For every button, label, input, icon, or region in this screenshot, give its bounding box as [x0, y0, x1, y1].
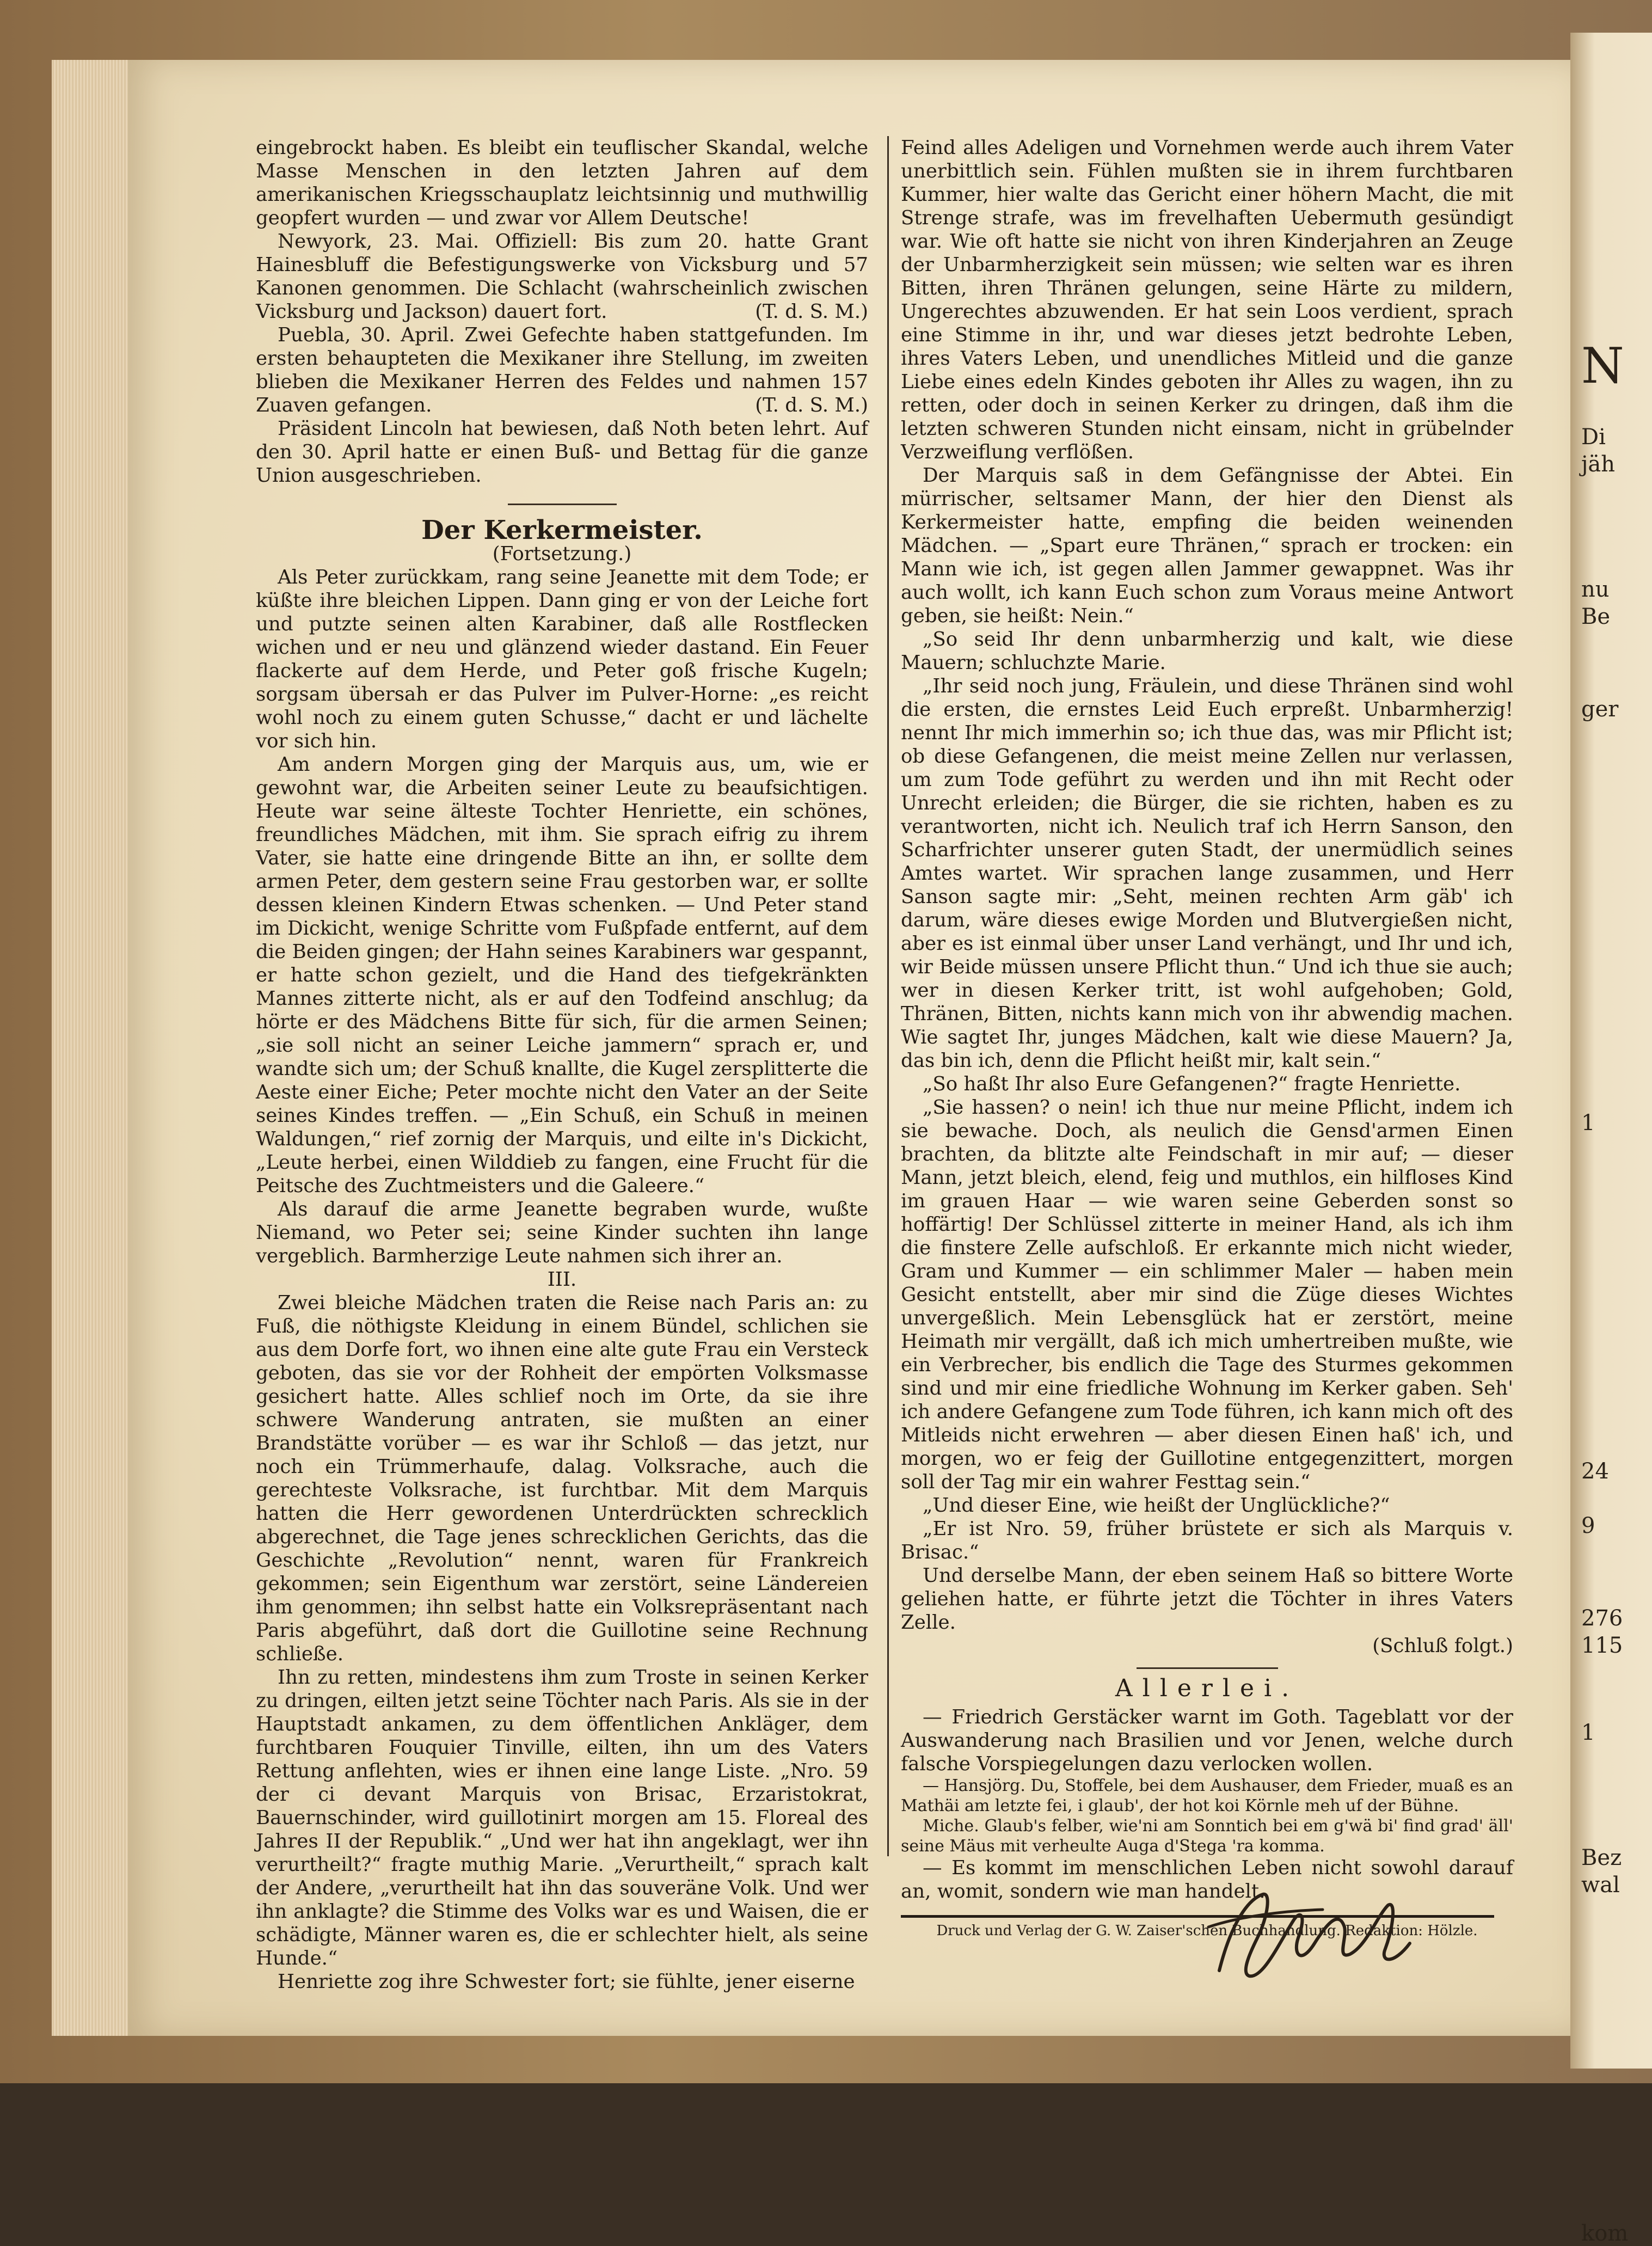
story-paragraph: Ihn zu retten, mindestens ihm zum Troste in seinen Kerker zu dringen, eilten jetzt seine Töchter nach Paris. Als sie in der Hauptstadt ankamen, zu dem öffentlichen Ankläger, dem furchtbaren Fouquier Tinville, eilten, ihn um des Vaters Rettung anflehten, wies er ihnen eine lange Liste. „Nro. 59 der ci devant Marquis von Brisac, Erzaristokrat, Bauernschinder, wird guillotinirt morgen am 15. Floreal des Jahres II der Republik.“ „Und wer hat ihn angeklagt, wer ihn verurtheilt?“ fragte muthig Marie. „Verurtheilt,“ sprach kalt der Andere, „verurtheilt hat ihn das souveräne Volk. Und wer ihn anklagte? die Stimme des Volks war es und Waisen, die er schädigte, Männer waren es, die er schlechter hielt, als seine Hunde.“ [256, 1666, 868, 1969]
news-item: Newyork, 23. Mai. Offiziell: Bis zum 20. hatte Grant Hainesbluff die Befestigungswerke von Vicksburg und 57 Kanonen genommen. Die Schlacht (wahrscheinlich zwischen Vicksburg und Jackson) dauert fort. (T. d. S. M.) [256, 230, 868, 323]
story-paragraph: Feind alles Adeligen und Vornehmen werde auch ihrem Vater unerbittlich sein. Fühlen mußten sie in ihrem furchtbaren Kummer, hier walte das Gericht einer höhern Macht, die mit Strenge strafe, was im frevelhaften Uebermuth gesündigt war. Wie oft hatte sie nicht von ihren Kinderjahren an Zeuge der Unbarmherzigkeit sein müssen; wie selten war es ihren Bitten, ihren Thränen gelungen, seine Härte zu mildern, Ungerechtes abzuwenden. Er hat sein Loos verdient, sprach eine Stimme in ihr, und war dieses jetzt bedrohte Leben, ihres Vaters Leben, und unendliches Mitleid und die ganze Liebe eines edeln Kindes geboten ihr Alles zu wagen, ihn zu retten, oder doch in seinen Kerker zu dringen, daß ihm die letzten schweren Stunden nicht einsam, nicht in grübelnder Verzweiflung verflößen. [901, 137, 1513, 463]
story-paragraph: „Er ist Nro. 59, früher brüstete er sich als Marquis v. Brisac.“ [901, 1518, 1513, 1563]
story-paragraph: Als darauf die arme Jeanette begraben wurde, wußte Niemand, wo Peter sei; seine Kinder suchten ihn lange vergeblich. Barmherzige Leute nahmen sich ihrer an. [256, 1198, 868, 1267]
facing-fragment: kom [1581, 2221, 1629, 2246]
chapter-number: III. [547, 1268, 577, 1291]
continued-note: (Schluß folgt.) [1372, 1635, 1513, 1657]
news-source: (T. d. S. M.) [755, 300, 868, 323]
facing-fragment: Be [1581, 604, 1611, 629]
facing-fragment: wal [1581, 1873, 1620, 1898]
facing-fragment: Di [1581, 425, 1606, 450]
story-paragraph: Zwei bleiche Mädchen traten die Reise nach Paris an: zu Fuß, die nöthigste Kleidung in einem Bündel, schlichen sie aus dem Dorfe fort, wo ihnen eine alte gute Frau ein Versteck geboten, das sie vor der Rohheit der empörten Volksmasse gesichert hatte. Alles schlief noch im Orte, da sie ihre schwere Wanderung antraten, sie mußten an einer Brandstätte vorüber — es war ihr Schloß — das jetzt, nur noch ein Trümmerhaufe, dalag. Volksrache, auch die gerechteste Volksrache, ist furchtbar. Mit dem Marquis hatten die Herr gewordenen Unterdrückten schrecklich abgerechnet, die Tage jenes schrecklichen Gerichts, das die Geschichte „Revolution“ nennt, waren für Frankreich gekommen; sein Eigenthum war zerstört, seine Ländereien ihm genommen; ihn selbst hatte ein Volksrepräsentant nach Paris abgeführt, daß dort die Guillotine seine Rechnung schließe. [256, 1292, 868, 1665]
story-paragraph: Henriette zog ihre Schwester fort; sie fühlte, jener eiserne [278, 1971, 855, 1993]
facing-fragment: 276 [1581, 1606, 1623, 1631]
imprint-line: Druck und Verlag der G. W. Zaiser'schen Buchhandlung. Redaktion: Hölzle. [936, 1923, 1478, 1939]
section-divider [508, 504, 617, 505]
facing-fragment: ger [1581, 697, 1619, 722]
news-item: Präsident Lincoln hat bewiesen, daß Noth beten lehrt. Auf den 30. April hatte er einen Buß- und Bettag für die ganze Union ausgeschrieben. [256, 418, 868, 487]
story-paragraph: „Ihr seid noch jung, Fräulein, und diese Thränen sind wohl die ersten, die ernstes Leid Euch erpreßt. Unbarmherzig! nennt Ihr mich immerhin so; ich thue das, was mir Pflicht ist; ob diese Gefangenen, die meist meine Zellen nur verlassen, um zum Tode geführt zu werden und ihn mit Recht oder Unrecht erleiden; die Bürger, die sie richten, haben es zu verantworten, nicht ich. Neulich traf ich Herrn Sanson, den Scharfrichter unserer guten Stadt, der unermüdlich seines Amtes wartet. Wir sprachen lange zusammen, und Herr Sanson sagte mir: „Seht, meinen rechten Arm gäb' ich darum, wäre dieses ewige Morden und Blutvergießen nicht, aber es ist einmal über unser Land verhängt, und Ihr und ich, wir Beide müssen unsere Pflicht thun.“ Und ich thue sie auch; wer in diesen Kerker tritt, ist wohl aufgehoben; Gold, Thränen, Bitten, nichts kann mich von ihr abwendig machen. Wie sagtet Ihr, junges Mädchen, kalt wie diese Mauern? Ja, das bin ich, denn die Pflicht heißt mir, kalt sein.“ [901, 675, 1513, 1072]
facing-fragment: 9 [1581, 1513, 1595, 1538]
facing-fragment: Bez [1581, 1845, 1622, 1870]
misc-title: Allerlei. [1115, 1674, 1299, 1702]
misc-item: — Es kommt im menschlichen Leben nicht sowohl darauf an, womit, sondern wie man handelt. [901, 1857, 1513, 1903]
left-column [256, 136, 868, 1993]
right-column [901, 136, 1513, 1940]
news-source: (T. d. S. M.) [755, 394, 868, 416]
facing-fragment: 24 [1581, 1459, 1609, 1484]
story-title: Der Kerkermeister. [421, 515, 703, 545]
story-paragraph: „Und dieser Eine, wie heißt der Unglückliche?“ [923, 1494, 1390, 1517]
facing-fragment: 1 [1581, 1110, 1595, 1136]
column-divider [887, 136, 889, 1856]
story-subtitle: (Fortsetzung.) [492, 543, 632, 565]
facing-fragment: N [1581, 337, 1624, 395]
misc-item: — Hansjörg. Du, Stoffele, bei dem Aushauser, dem Frieder, muaß es an Mathäi am letzte fei, i glaub', der hot koi Körnle meh uf der Bühne. [901, 1776, 1513, 1815]
facing-fragment: 115 [1581, 1633, 1623, 1658]
facing-page-edge [1570, 33, 1652, 2246]
story-paragraph: Am andern Morgen ging der Marquis aus, um, wie er gewohnt war, die Arbeiten seiner Leute zu beaufsichtigen. Heute war seine älteste Tochter Henriette, ein schönes, freundliches Mädchen, mit ihm. Sie sprach eifrig zu ihrem Vater, sie hatte eine dringende Bitte an ihn, er sollte dem armen Peter, dem gestern seine Frau gestorben war, er sollte dessen kleinen Kindern Etwas schenken. — Und Peter stand im Dickicht, wenige Schritte vom Fußpfade entfernt, auf dem die Beiden gingen; der Hahn seines Karabiners war gespannt, er hatte schon gezielt, und die Hand des tiefgekränkten Mannes zitterte nicht, als er auf den Todfeind anschlug; da hörte er des Mädchens Bitte für sich, für die armen Seinen; „sie soll nicht an seiner Leiche jammern“ sprach er, und wandte sich um; der Schuß knallte, die Kugel zersplitterte die Aeste einer Eiche; Peter mochte nicht den Vater an der Seite seines Kindes treffen. — „Ein Schuß, ein Schuß in meinen Waldungen,“ rief zornig der Marquis, und eilte in's Dickicht, „Leute herbei, einen Wilddieb zu fangen, eine Frucht für die Peitsche des Zuchtmeisters und die Galeere.“ [256, 753, 868, 1197]
facing-fragment: 1 [1581, 1720, 1595, 1745]
facing-fragment: nu [1581, 577, 1610, 602]
news-item: Puebla, 30. April. Zwei Gefechte haben stattgefunden. Im ersten behaupteten die Mexikaner ihre Stellung, im zweiten blieben die Mexikaner Herren des Feldes und nahmen 157 Zuaven gefangen. (T. d. S. M.) [256, 324, 868, 416]
story-paragraph: Der Marquis saß in dem Gefängnisse der Abtei. Ein mürrischer, seltsamer Mann, der hier den Dienst als Kerkermeister hatte, empfing die beiden weinenden Mädchen. — „Spart eure Thränen,“ sprach er trocken: ein Mann wie ich, ist gegen allen Jammer gewappnet. Was ihr auch wollt, ich kann Euch schon zum Voraus meine Antwort geben, sie heißt: Nein.“ [901, 464, 1513, 627]
story-paragraph: „So seid Ihr denn unbarmherzig und kalt, wie diese Mauern; schluchzte Marie. [901, 628, 1513, 674]
story-paragraph: „Sie hassen? o nein! ich thue nur meine Pflicht, indem ich sie bewache. Doch, als neulich die Gensd'armen Einen brachten, da blitzte alte Feindschaft in mir auf; — dieser Mann, jetzt bleich, elend, feig und muthlos, ein hilfloses Kind im grauen Haar — wie waren seine Geberden sonst so hoffärtig! Der Schlüssel zitterte in meiner Hand, als ich ihm die finstere Zelle aufschloß. Er erkannte mich nicht wieder, Gram und Kummer — ein schlimmer Maler — haben mein Gesicht entstellt, aber mir sind die Züge dieses Wichtes unvergeßlich. Mein Lebensglück hat er zerstört, meine Heimath mir vergällt, daß ich mich umhertreiben mußte, wie ein Verbrecher, bis endlich die Tage des Sturmes gekommen sind und mir eine friedliche Wohnung im Kerker gaben. Seh' ich andere Gefangene zum Tode führen, ich kann mich oft des Mitleids nicht erwehren — aber diesen Einen haß' ich, und morgen, wo er feig der Guillotine entgegenzittert, morgen soll der Tag mir ein wahrer Festtag sein.“ [901, 1096, 1513, 1493]
facing-fragment: jäh [1581, 452, 1616, 477]
story-paragraph: Als Peter zurückkam, rang seine Jeanette mit dem Tode; er küßte ihre bleichen Lippen. Dann ging er von der Leiche fort und putzte seinen alten Karabiner, daß alle Rostflecken wichen und er neu und glänzend wieder dastand. Ein Feuer flackerte auf dem Herde, und Peter goß frische Kugeln; sorgsam übersah er das Pulver im Pulver-Horne: „es reicht wohl noch zu einem guten Schusse,“ dacht er und lächelte vor sich hin. [256, 566, 868, 752]
section-divider [1137, 1667, 1278, 1669]
news-intro: eingebrockt haben. Es bleibt ein teuflischer Skandal, welche Masse Menschen in den letzten Jahren auf dem amerikanischen Kriegsschauplatz leichtsinnig und muthwillig geopfert wurden — und zwar vor Allem Deutsche! [256, 137, 868, 229]
handwritten-signature [1197, 1878, 1426, 1998]
misc-item: — Friedrich Gerstäcker warnt im Goth. Tageblatt vor der Auswanderung nach Brasilien und vor Jenen, welche durch falsche Vorspiegelungen dazu verlocken wollen. [901, 1706, 1513, 1775]
page-stack-edge [52, 60, 129, 2036]
story-paragraph: Und derselbe Mann, der eben seinem Haß so bittere Worte geliehen hatte, er führte jetzt die Töchter in ihres Vaters Zelle. [901, 1564, 1513, 1634]
misc-item: Miche. Glaub's felber, wie'ni am Sonntich bei em g'wä bi' find grad' äll' seine Mäus mit verheulte Auga d'Stega 'ra komma. [901, 1817, 1513, 1856]
story-paragraph: „So haßt Ihr also Eure Gefangenen?“ fragte Henriette. [923, 1073, 1461, 1095]
